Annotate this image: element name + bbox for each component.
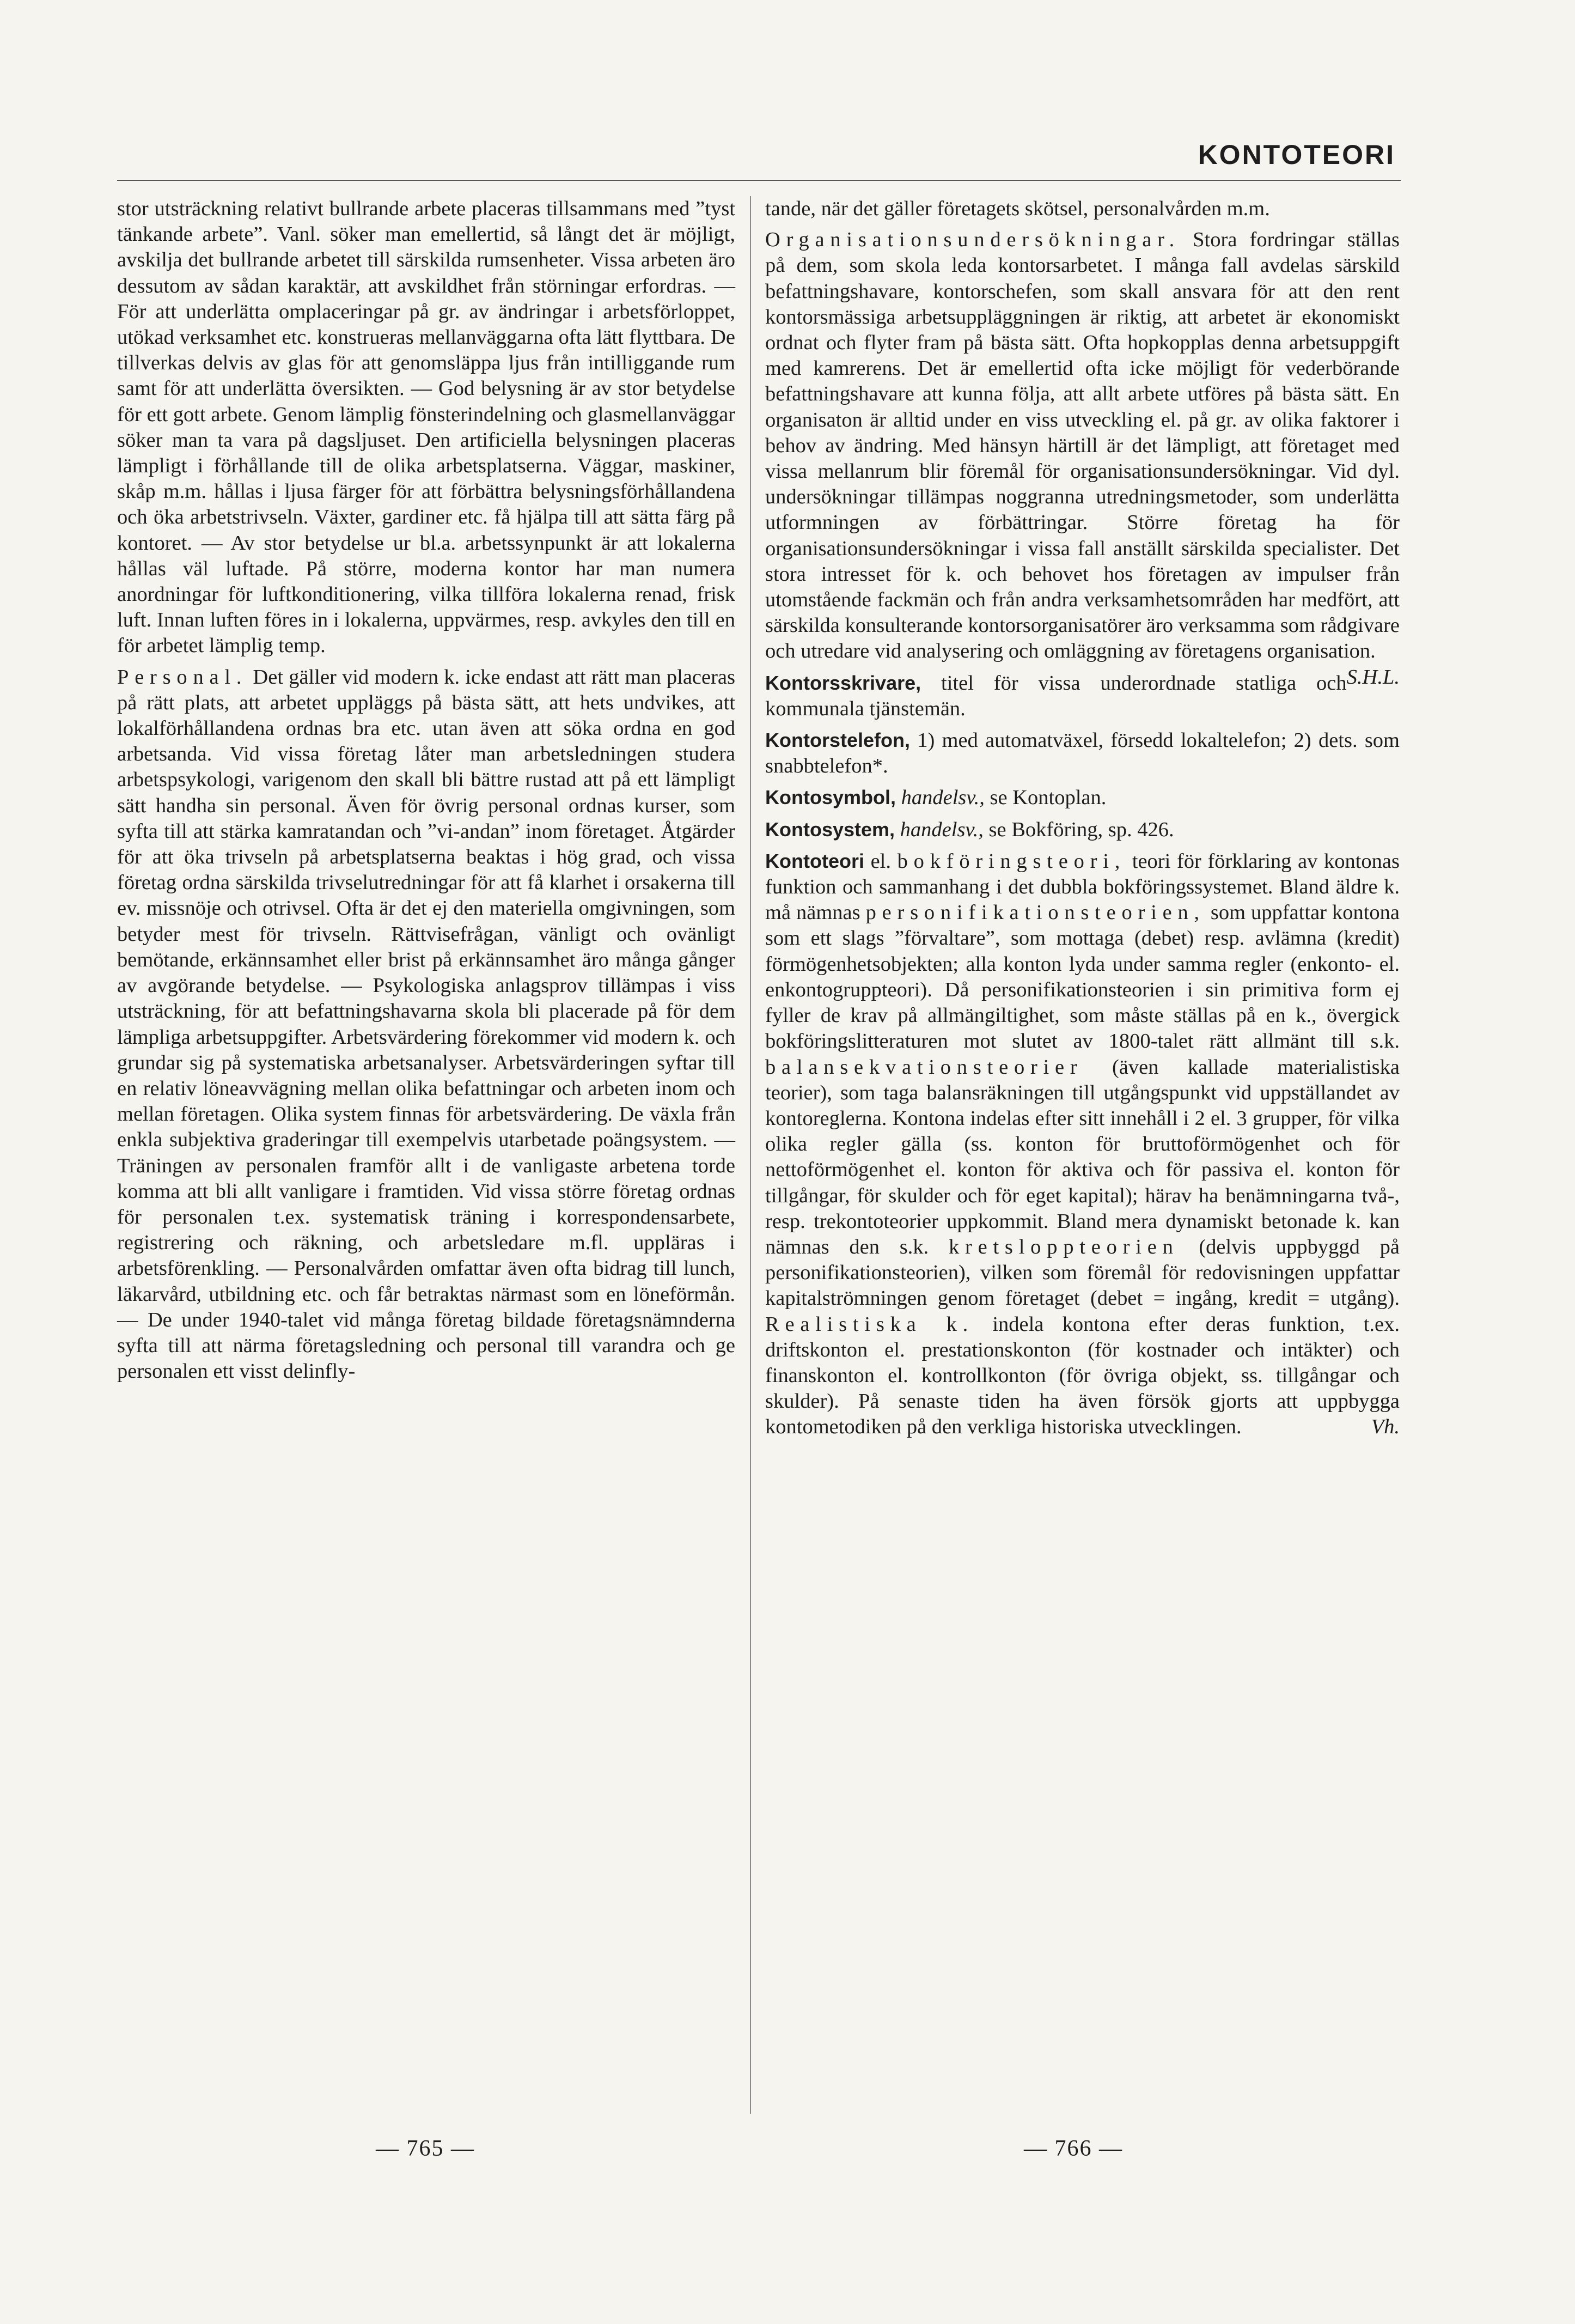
entry-field: handelsv.,	[901, 786, 985, 810]
kt-text-5: (delvis uppbyggd på personifikationsteorien), vilken som föremål för redovisningen uppfattar kapitalströmningen genom företaget (debet = ingång, kredit = utgång).	[765, 1235, 1400, 1310]
kt-text-4: (även kallade materialistiska teorier), som taga balansräkningen till utgångspunkt vid uppställandet av kontoreglerna. Kontona indelas efter sitt innehåll i 2 el. 3 grupper, för vilka olika regler gälla (ss. konton för bruttoförmögenhet och för nettoförmögenhet el. konton för aktiva och för passiva el. konton för tillgångar, för skulder och för eget kapital); härav ha benämningarna två-, resp. trekontoteorier uppkommit. Bland mera dynamiskt betonade k. kan nämnas den s.k.	[765, 1055, 1400, 1258]
running-header: KONTOTEORI	[1198, 139, 1395, 170]
kt-text-2: teori för förklaring av kontonas funktion och sammanhang i det dubbla bokföringssystemet. Bland äldre k. må nämnas	[765, 849, 1400, 924]
kt-text-1: el.	[864, 849, 898, 873]
entry-kontosymbol	[765, 784, 1400, 811]
entry-kontosystem	[765, 817, 1400, 843]
signature-vh: Vh.	[1371, 1415, 1400, 1439]
entry-text: se Kontoplan.	[984, 786, 1107, 810]
entry-text: titel för vissa underordnade statliga och kommunala tjänstemän.	[765, 671, 1347, 720]
kt-text-6: indela kontona efter deras funktion, t.ex. driftskonton el. prestationskonton (för kostnader och intäkter) och finanskonton el. kontrollkonton (för övriga objekt, ss. tillgångar och skulder). På senaste tiden ha även försök gjorts att uppbygga kontometodiken på den verkliga historiska utvecklingen.	[765, 1312, 1400, 1439]
entry-kontorsskrivare	[765, 670, 1400, 722]
entry-text: 1) med automatväxel, försedd lokaltelefon; 2) dets. som snabbtelefon*.	[765, 729, 1400, 778]
entry-field: handelsv.,	[900, 818, 984, 841]
kt-spaced-5: Realistiska k.	[765, 1312, 974, 1336]
headword: Kontorsskrivare,	[765, 671, 921, 694]
header-rule	[117, 180, 1401, 181]
headword-kontoteori: Kontoteori	[765, 849, 864, 872]
kt-spaced-4: kretsloppteorien	[948, 1235, 1179, 1258]
kt-text-3: som uppfattar kontona som ett slags ”förvaltare”, som mottaga (debet) resp. avlämna (kredit) förmögenhetsobjekten; alla konton lyda under samma regler (enkonto- el. enkontogruppteori). Då personifikationsteorien i sin primitiva form ej fyller de krav på allmängiltighet, som måste ställas på en k., övergick bokföringslitteraturen mot slutet av 1800-talet rätt allmänt till s.k.	[765, 901, 1400, 1053]
signature-shl: S.H.L.	[1346, 665, 1400, 689]
headword: Kontorstelefon,	[765, 729, 910, 752]
entry-text: se Bokföring, sp. 426.	[983, 818, 1174, 841]
entry-kontoteori	[765, 848, 1400, 1440]
left-column	[117, 196, 735, 1390]
text-personal: Det gäller vid modern k. icke endast att rätt man placeras på rätt plats, att arbetet uppläggs på bästa sätt, att hets undvikes, att lokalförhållandena ordnas bra etc. utan även att söka ordna en god arbetsanda. Vid vissa företag låter man arbetsledningen studera arbetspsykologi, varigenom den skall bli bättre rustad att på ett lämpligt sätt handha sin personal. Även för övrig personal ordnas kurser, som syfta till att stärka kamratandan och ”vi-andan” inom företaget. Åtgärder för att öka trivseln på arbetsplatserna beaktas i hög grad, och vissa företag ordna särskilda trivselutredningar för att få klarhet i orsakerna till ev. missnöje och otrivsel. Ofta är det ej den materiella omgivningen, som betyder mest för trivseln. Rättvisefrågan, vänligt och ovänligt bemötande, erkännsamhet eller brist på erkännsamhet äro många gånger av avgörande betydelse. — Psykologiska anlagsprov tillämpas i viss utsträckning, för att befattningshavarna skola bli placerade på för dem lämpliga arbetsuppgifter. Arbetsvärdering förekommer vid modern k. och grundar sig på systematiska arbetsanalyser. Arbetsvärderingen syftar till en relativ löneavvägning mellan olika befattningar och arbeten inom och mellan företagen. Olika system finnas för arbetsvärdering. De växla från enkla subjektiva graderingar till exempelvis utarbetade poängsystem. — Träningen av personalen framför allt i de vanligaste arbetena torde komma att bli allt vanligare i framtiden. Vid vissa större företag ordnas för personalen t.ex. systematisk träning i korrespondensarbete, registrering och räkning, och arbetsledare m.fl. uppläras i arbetsförenkling. — Personalvården omfattar även ofta bidrag till lunch, läkarvård, utbildning etc. och får betraktas närmast som en löneförmån. — De under 1940-talet vid många företag bildade företagsnämnderna syfta till att närma företagsledning och personal till varandra och ge personalen ett visst delinfly-	[117, 665, 735, 1383]
text-organisation: Stora fordringar ställas på dem, som skola leda kontorsarbetet. I många fall avdelas särskild befattningshavare, kontorschefen, som skall ansvara för att den rent kontorsmässiga arbetsuppläggningen är riktig, att arbetet är ekonomiskt ordnat och flyter fram på bästa sätt. Ofta hopkopplas denna arbetsuppgift med kamrerens. Det är emellertid ofta icke möjligt för vederbörande befattningshavare att kunna följa, att allt arbete utföres på bästa sätt. En organisaton är alltid under en viss utveckling el. på gr. av olika faktorer i behov av ändring. Med hänsyn härtill är det lämpligt, att företaget med vissa mellanrum blir föremål för organisationsundersökningar. Vid dyl. undersökningar tillämpas noggranna utredningsmetoder, som underlätta utformningen av förbättringar. Större företag ha för organisationsundersökningar i vissa fall anställt särskilda specialister. Det stora intresset för k. och behovet hos företagen av impulser från utomstående fackmän och från andra verksamhetsområden har medfört, att särskilda konsulterande kontorsorganisatörer äro verksamma som rådgivare och utredare vid analysering och omläggning av företagens organisation.	[765, 228, 1400, 663]
lead-personal: Personal.	[117, 665, 248, 689]
paragraph-personal	[117, 665, 735, 1385]
headword: Kontosymbol,	[765, 786, 896, 809]
lead-organisation: Organisationsundersökningar.	[765, 228, 1180, 252]
column-divider	[750, 196, 751, 2114]
page-number-right: — 766 —	[1024, 2136, 1123, 2161]
paragraph-continuation: tande, när det gäller företagets skötsel, personalvården m.m.	[765, 197, 1270, 220]
kt-spaced-3: balansekvationsteorier	[765, 1055, 1083, 1079]
page-number-left: — 765 —	[376, 2136, 475, 2161]
paragraph-lokaler: stor utsträckning relativt bullrande arbete placeras tillsammans med ”tyst tänkande arbete”. Vanl. söker man emellertid, så långt det är möjligt, avskilja det bullrande arbetet till särskilda rumsenheter. Vissa arbeten äro dessutom av sådan karaktär, att avskildhet från störningar erfordras. — För att underlätta omplaceringar på gr. av ändringar i arbetsförloppet, utökad verksamhet etc. konstrueras mellanväggarna ofta lätt flyttbara. De tillverkas delvis av glas för att genomsläppa ljus från intilliggande rum samt för att underlätta översikten. — God belysning är av stor betydelse för ett gott arbete. Genom lämplig fönsterindelning och glasmellanväggar söker man ta vara på dagsljuset. Den artificiella belysningen placeras lämpligt i förhållande till de olika arbetsplatserna. Väggar, maskiner, skåp m.m. hållas i ljusa färger för att förbättra belysningsförhållandena och öka arbetstrivseln. Växter, gardiner etc. få hjälpa till att sätta färg på kontoret. — Av stor betydelse ur bl.a. arbetssynpunkt är att lokalerna hållas väl luftade. På större, moderna kontor har man numera anordningar för luftkonditionering, vilka tillföra lokalerna renad, frisk luft. Innan luften föres in i lokalerna, uppvärmes, resp. avkyles den till en för arbetet lämplig temp.	[117, 197, 735, 658]
right-column	[765, 196, 1400, 1446]
entry-kontorstelefon	[765, 727, 1400, 779]
headword: Kontosystem,	[765, 818, 895, 841]
kt-spaced-1: bokföringsteori,	[897, 849, 1126, 873]
kt-spaced-2: personifikationsteorien,	[865, 901, 1205, 924]
